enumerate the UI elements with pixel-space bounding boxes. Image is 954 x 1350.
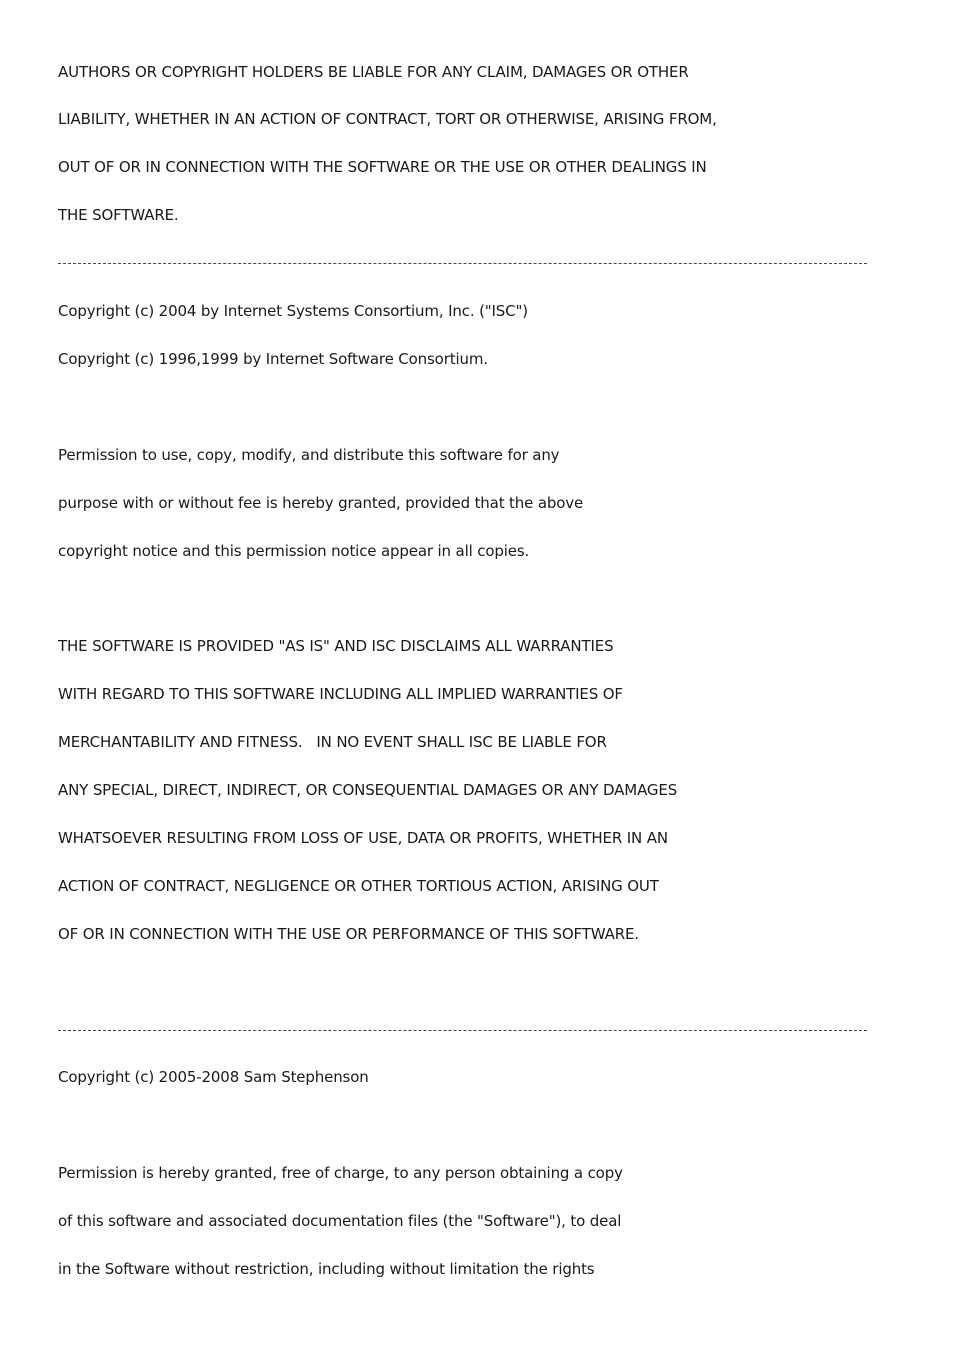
disclaimer-text-line: MERCHANTABILITY AND FITNESS. IN NO EVENT SHALL ISC BE LIABLE FOR bbox=[58, 733, 607, 751]
copyright-line: Copyright (c) 2005-2008 Sam Stephenson bbox=[58, 1068, 369, 1086]
disclaimer-text-line: THE SOFTWARE IS PROVIDED "AS IS" AND ISC DISCLAIMS ALL WARRANTIES bbox=[58, 637, 614, 655]
permission-text-line: Permission to use, copy, modify, and distribute this software for any bbox=[58, 446, 560, 464]
permission-text-line: copyright notice and this permission notice appear in all copies. bbox=[58, 542, 530, 560]
copyright-line: Copyright (c) 2004 by Internet Systems Consortium, Inc. ("ISC") bbox=[58, 302, 528, 320]
disclaimer-text-line: ANY SPECIAL, DIRECT, INDIRECT, OR CONSEQUENTIAL DAMAGES OR ANY DAMAGES bbox=[58, 781, 678, 799]
disclaimer-text-line: WITH REGARD TO THIS SOFTWARE INCLUDING ALL IMPLIED WARRANTIES OF bbox=[58, 685, 623, 703]
section-divider bbox=[58, 1030, 867, 1031]
copyright-line: Copyright (c) 1996,1999 by Internet Software Consortium. bbox=[58, 350, 488, 368]
section-divider bbox=[58, 263, 867, 264]
disclaimer-text-line: WHATSOEVER RESULTING FROM LOSS OF USE, DATA OR PROFITS, WHETHER IN AN bbox=[58, 829, 668, 847]
license-text-line: OUT OF OR IN CONNECTION WITH THE SOFTWARE OR THE USE OR OTHER DEALINGS IN bbox=[58, 158, 707, 176]
permission-text-line: in the Software without restriction, including without limitation the rights bbox=[58, 1260, 595, 1278]
permission-text-line: purpose with or without fee is hereby granted, provided that the above bbox=[58, 494, 584, 512]
license-text-line: AUTHORS OR COPYRIGHT HOLDERS BE LIABLE FOR ANY CLAIM, DAMAGES OR OTHER bbox=[58, 63, 689, 81]
permission-text-line: of this software and associated documentation files (the "Software"), to deal bbox=[58, 1212, 622, 1230]
license-text-line: THE SOFTWARE. bbox=[58, 206, 179, 224]
disclaimer-text-line: ACTION OF CONTRACT, NEGLIGENCE OR OTHER TORTIOUS ACTION, ARISING OUT bbox=[58, 877, 659, 895]
permission-text-line: Permission is hereby granted, free of charge, to any person obtaining a copy bbox=[58, 1164, 623, 1182]
disclaimer-text-line: OF OR IN CONNECTION WITH THE USE OR PERFORMANCE OF THIS SOFTWARE. bbox=[58, 925, 639, 943]
license-text-line: LIABILITY, WHETHER IN AN ACTION OF CONTRACT, TORT OR OTHERWISE, ARISING FROM, bbox=[58, 110, 717, 128]
